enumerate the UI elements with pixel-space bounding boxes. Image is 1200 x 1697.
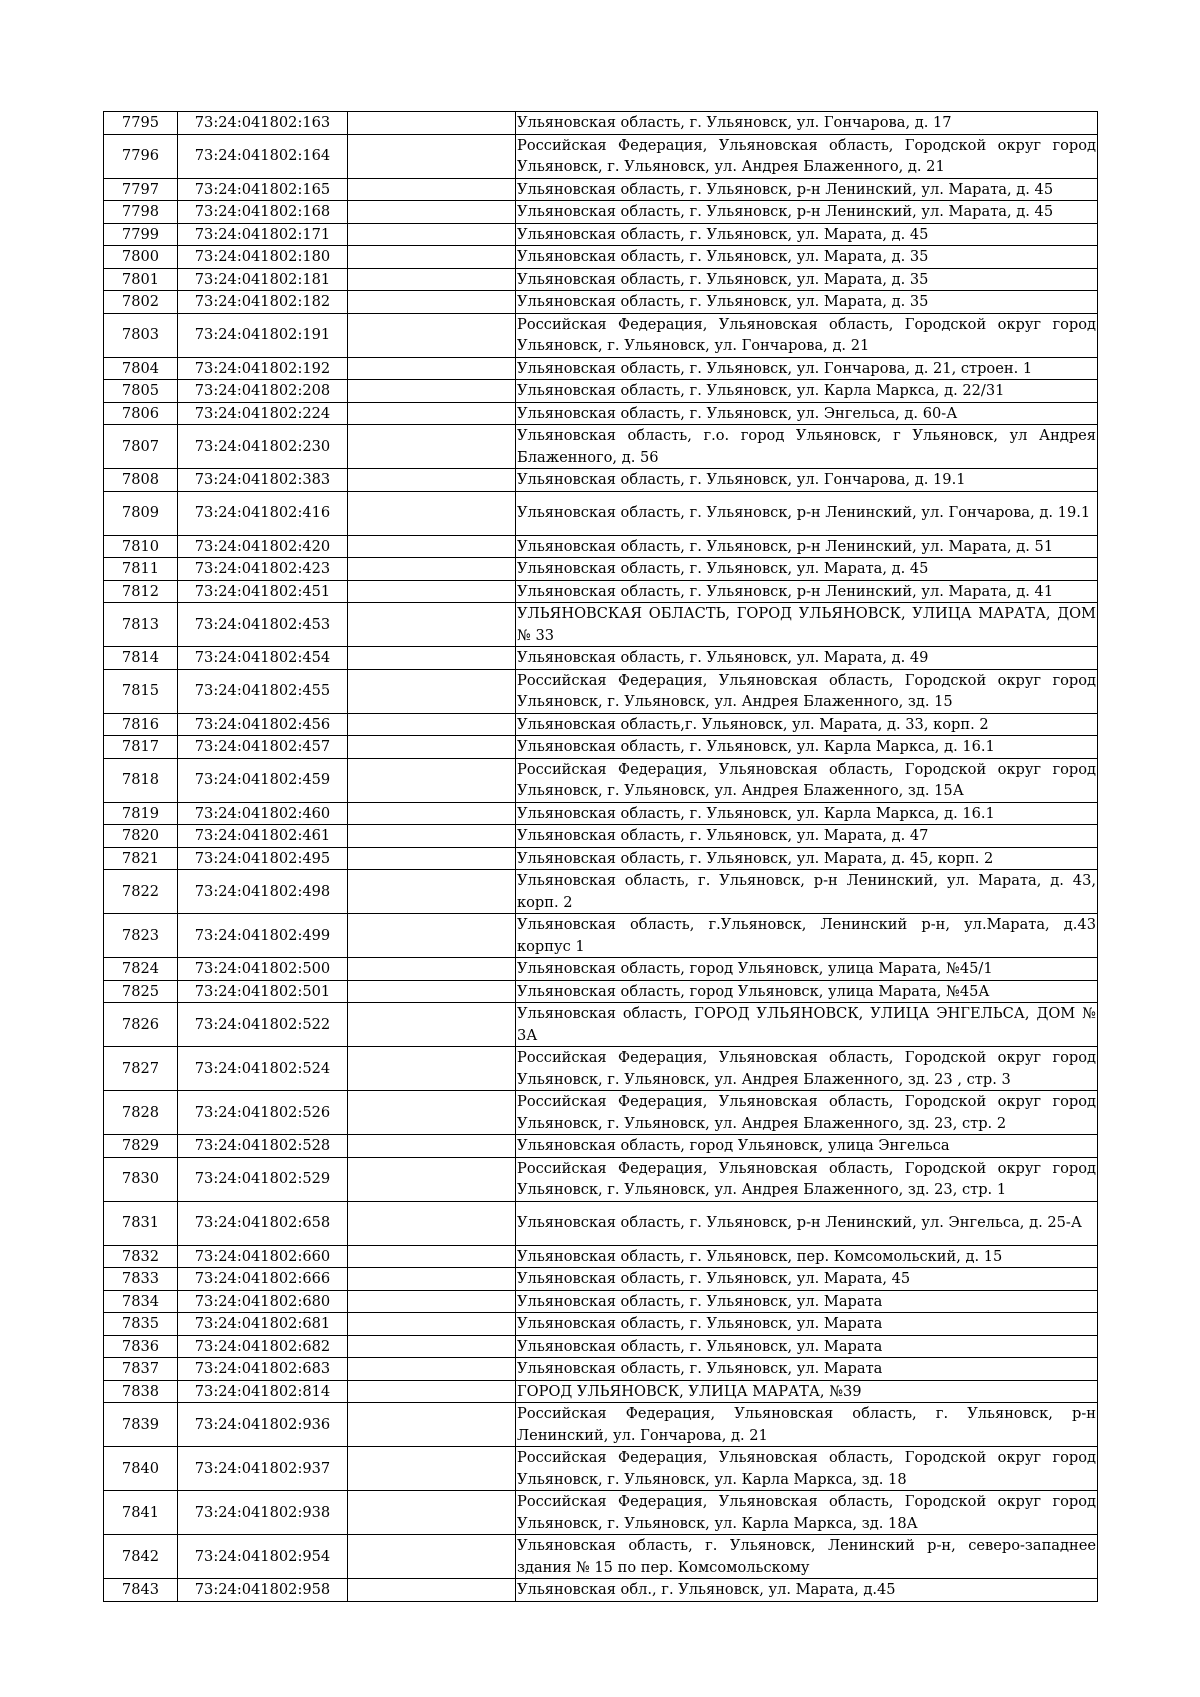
empty-cell [348,1380,516,1403]
address-cell: Ульяновская обл., г. Ульяновск, ул. Марата, д.45 [516,1579,1098,1602]
row-number-cell: 7801 [104,268,178,291]
table-row [104,870,1098,914]
empty-cell [348,1157,516,1201]
cadastral-number-cell: 73:24:041802:666 [178,1268,348,1291]
address-cell: Российская Федерация, Ульяновская область, Городской округ город Ульяновск, г. Ульяновск, ул. Андрея Блаженного, зд. 15 [516,669,1098,713]
empty-cell [348,291,516,314]
table-row [104,380,1098,403]
empty-cell [348,914,516,958]
table-row [104,558,1098,581]
cadastral-number-cell: 73:24:041802:459 [178,758,348,802]
empty-cell [348,1579,516,1602]
table-row [104,1358,1098,1381]
address-cell: Ульяновская область, г. Ульяновск, ул. Марата, д. 35 [516,268,1098,291]
address-cell: Ульяновская область, город Ульяновск, улица Марата, №45А [516,980,1098,1003]
table-row [104,1003,1098,1047]
address-cell: Ульяновская область, г. Ульяновск, ул. Марата, д. 47 [516,825,1098,848]
cadastral-number-cell: 73:24:041802:660 [178,1245,348,1268]
table-row [104,603,1098,647]
table-row [104,1313,1098,1336]
cadastral-number-cell: 73:24:041802:453 [178,603,348,647]
cadastral-number-cell: 73:24:041802:529 [178,1157,348,1201]
table-row [104,535,1098,558]
address-cell: Ульяновская область, г. Ульяновск, ул. Марата, д. 45 [516,223,1098,246]
cadastral-number-cell: 73:24:041802:454 [178,647,348,670]
empty-cell [348,1313,516,1336]
address-cell: Ульяновская область, г. Ульяновск, ул. Марата, д. 45 [516,558,1098,581]
address-cell: Российская Федерация, Ульяновская область, Городской округ город Ульяновск, г. Ульяновск, ул. Карла Маркса, зд. 18А [516,1491,1098,1535]
table-row [104,980,1098,1003]
empty-cell [348,1447,516,1491]
cadastral-number-cell: 73:24:041802:680 [178,1290,348,1313]
row-number-cell: 7827 [104,1047,178,1091]
cadastral-number-cell: 73:24:041802:423 [178,558,348,581]
address-cell: Ульяновская область, г. Ульяновск, р-н Ленинский, ул. Марата, д. 41 [516,580,1098,603]
row-number-cell: 7815 [104,669,178,713]
address-cell: Ульяновская область, г. Ульяновск, р-н Ленинский, ул. Гончарова, д. 19.1 [516,491,1098,535]
address-cell: Ульяновская область, г. Ульяновск, ул. Марата [516,1335,1098,1358]
empty-cell [348,246,516,269]
row-number-cell: 7818 [104,758,178,802]
empty-cell [348,134,516,178]
address-cell: Ульяновская область, г. Ульяновск, ул. Марата, 45 [516,1268,1098,1291]
cadastral-number-cell: 73:24:041802:192 [178,357,348,380]
empty-cell [348,425,516,469]
empty-cell [348,669,516,713]
table-row [104,847,1098,870]
address-cell: Ульяновская область, г. Ульяновск, ул. Марата, д. 35 [516,246,1098,269]
empty-cell [348,1358,516,1381]
table-row [104,1403,1098,1447]
table-row [104,112,1098,135]
table-row [104,268,1098,291]
cadastral-number-cell: 73:24:041802:180 [178,246,348,269]
row-number-cell: 7797 [104,178,178,201]
cadastral-number-cell: 73:24:041802:522 [178,1003,348,1047]
cadastral-number-cell: 73:24:041802:683 [178,1358,348,1381]
row-number-cell: 7843 [104,1579,178,1602]
table-row [104,491,1098,535]
table-row [104,1091,1098,1135]
cadastral-number-cell: 73:24:041802:230 [178,425,348,469]
row-number-cell: 7813 [104,603,178,647]
row-number-cell: 7817 [104,736,178,759]
cadastral-number-cell: 73:24:041802:524 [178,1047,348,1091]
cadastral-number-cell: 73:24:041802:165 [178,178,348,201]
cadastral-number-cell: 73:24:041802:682 [178,1335,348,1358]
table-row [104,713,1098,736]
address-cell: Российская Федерация, Ульяновская область, Городской округ город Ульяновск, г. Ульяновск, ул. Андрея Блаженного, зд. 15А [516,758,1098,802]
empty-cell [348,647,516,670]
empty-cell [348,736,516,759]
table-row [104,736,1098,759]
row-number-cell: 7840 [104,1447,178,1491]
empty-cell [348,958,516,981]
cadastral-number-cell: 73:24:041802:224 [178,402,348,425]
table-row [104,1380,1098,1403]
row-number-cell: 7834 [104,1290,178,1313]
empty-cell [348,112,516,135]
address-cell: Российская Федерация, Ульяновская область, Городской округ город Ульяновск, г. Ульяновск, ул. Андрея Блаженного, д. 21 [516,134,1098,178]
empty-cell [348,558,516,581]
cadastral-number-cell: 73:24:041802:416 [178,491,348,535]
table-row [104,1245,1098,1268]
row-number-cell: 7835 [104,1313,178,1336]
table-row [104,1268,1098,1291]
cadastral-number-cell: 73:24:041802:681 [178,1313,348,1336]
cadastral-number-cell: 73:24:041802:936 [178,1403,348,1447]
cadastral-number-cell: 73:24:041802:163 [178,112,348,135]
table-row [104,246,1098,269]
row-number-cell: 7839 [104,1403,178,1447]
table-row [104,313,1098,357]
address-cell: Ульяновская область, г. Ульяновск, р-н Ленинский, ул. Марата, д. 45 [516,178,1098,201]
cadastral-number-cell: 73:24:041802:499 [178,914,348,958]
table-row [104,1335,1098,1358]
address-cell: Ульяновская область, г. Ульяновск, ул. Марата [516,1313,1098,1336]
empty-cell [348,535,516,558]
table-row [104,469,1098,492]
row-number-cell: 7796 [104,134,178,178]
address-cell: Ульяновская область, г. Ульяновск, ул. Гончарова, д. 19.1 [516,469,1098,492]
table-row [104,134,1098,178]
empty-cell [348,870,516,914]
cadastral-number-cell: 73:24:041802:191 [178,313,348,357]
empty-cell [348,178,516,201]
address-cell: ГОРОД УЛЬЯНОВСК, УЛИЦА МАРАТА, №39 [516,1380,1098,1403]
cadastral-number-cell: 73:24:041802:383 [178,469,348,492]
empty-cell [348,1491,516,1535]
empty-cell [348,1047,516,1091]
empty-cell [348,1335,516,1358]
address-cell: Ульяновская область, г. Ульяновск, ул. Карла Маркса, д. 16.1 [516,802,1098,825]
row-number-cell: 7814 [104,647,178,670]
cadastral-number-cell: 73:24:041802:208 [178,380,348,403]
cadastral-registry-table [103,111,1098,1602]
address-cell: УЛЬЯНОВСКАЯ ОБЛАСТЬ, ГОРОД УЛЬЯНОВСК, УЛИЦА МАРАТА, ДОМ № 33 [516,603,1098,647]
table-row [104,1135,1098,1158]
empty-cell [348,825,516,848]
row-number-cell: 7822 [104,870,178,914]
table-row [104,802,1098,825]
empty-cell [348,713,516,736]
cadastral-number-cell: 73:24:041802:420 [178,535,348,558]
address-cell: Российская Федерация, Ульяновская область, Городской округ город Ульяновск, г. Ульяновск, ул. Гончарова, д. 21 [516,313,1098,357]
empty-cell [348,1290,516,1313]
row-number-cell: 7825 [104,980,178,1003]
empty-cell [348,1245,516,1268]
cadastral-number-cell: 73:24:041802:460 [178,802,348,825]
row-number-cell: 7802 [104,291,178,314]
table-row [104,1579,1098,1602]
table-row [104,1491,1098,1535]
cadastral-number-cell: 73:24:041802:457 [178,736,348,759]
table-row [104,223,1098,246]
address-cell: Ульяновская область,г. Ульяновск, ул. Марата, д. 33, корп. 2 [516,713,1098,736]
empty-cell [348,357,516,380]
table-row [104,178,1098,201]
address-cell: Ульяновская область, г. Ульяновск, ул. Энгельса, д. 60-А [516,402,1098,425]
address-cell: Ульяновская область, г. Ульяновск, ул. Карла Маркса, д. 16.1 [516,736,1098,759]
address-cell: Ульяновская область, г. Ульяновск, Ленинский р-н, северо-западнее здания № 15 по пер. Комсомольскому [516,1535,1098,1579]
table-row [104,1047,1098,1091]
empty-cell [348,580,516,603]
address-cell: Ульяновская область, г. Ульяновск, ул. Гончарова, д. 17 [516,112,1098,135]
cadastral-number-cell: 73:24:041802:451 [178,580,348,603]
address-cell: Российская Федерация, Ульяновская область, Городской округ город Ульяновск, г. Ульяновск, ул. Карла Маркса, зд. 18 [516,1447,1098,1491]
table-row [104,425,1098,469]
row-number-cell: 7820 [104,825,178,848]
table-row [104,1201,1098,1245]
empty-cell [348,313,516,357]
table-row [104,758,1098,802]
cadastral-number-cell: 73:24:041802:182 [178,291,348,314]
address-cell: Ульяновская область, город Ульяновск, улица Марата, №45/1 [516,958,1098,981]
address-cell: Ульяновская область, г. Ульяновск, ул. Марата, д. 35 [516,291,1098,314]
address-cell: Ульяновская область, г. Ульяновск, ул. Марата, д. 49 [516,647,1098,670]
cadastral-number-cell: 73:24:041802:461 [178,825,348,848]
table-row [104,201,1098,224]
empty-cell [348,847,516,870]
row-number-cell: 7821 [104,847,178,870]
address-cell: Ульяновская область, г. Ульяновск, ул. Гончарова, д. 21, строен. 1 [516,357,1098,380]
row-number-cell: 7812 [104,580,178,603]
registry-table-body [104,112,1098,1602]
address-cell: Ульяновская область, г. Ульяновск, ул. Карла Маркса, д. 22/31 [516,380,1098,403]
row-number-cell: 7803 [104,313,178,357]
row-number-cell: 7800 [104,246,178,269]
row-number-cell: 7836 [104,1335,178,1358]
empty-cell [348,603,516,647]
row-number-cell: 7842 [104,1535,178,1579]
empty-cell [348,201,516,224]
table-row [104,291,1098,314]
empty-cell [348,1091,516,1135]
empty-cell [348,1403,516,1447]
empty-cell [348,402,516,425]
row-number-cell: 7841 [104,1491,178,1535]
row-number-cell: 7806 [104,402,178,425]
cadastral-number-cell: 73:24:041802:498 [178,870,348,914]
table-row [104,825,1098,848]
cadastral-number-cell: 73:24:041802:168 [178,201,348,224]
address-cell: Российская Федерация, Ульяновская область, Городской округ город Ульяновск, г. Ульяновск, ул. Андрея Блаженного, зд. 23, стр. 2 [516,1091,1098,1135]
address-cell: Ульяновская область, г.о. город Ульяновск, г Ульяновск, ул Андрея Блаженного, д. 56 [516,425,1098,469]
address-cell: Ульяновская область, г.Ульяновск, Ленинский р-н, ул.Марата, д.43 корпус 1 [516,914,1098,958]
cadastral-number-cell: 73:24:041802:526 [178,1091,348,1135]
table-row [104,669,1098,713]
empty-cell [348,980,516,1003]
table-row [104,647,1098,670]
row-number-cell: 7808 [104,469,178,492]
empty-cell [348,491,516,535]
cadastral-number-cell: 73:24:041802:937 [178,1447,348,1491]
row-number-cell: 7819 [104,802,178,825]
cadastral-number-cell: 73:24:041802:495 [178,847,348,870]
table-row [104,1535,1098,1579]
address-cell: Российская Федерация, Ульяновская область, г. Ульяновск, р-н Ленинский, ул. Гончарова, д. 21 [516,1403,1098,1447]
empty-cell [348,268,516,291]
address-cell: Ульяновская область, г. Ульяновск, ул. Марата [516,1290,1098,1313]
row-number-cell: 7809 [104,491,178,535]
address-cell: Российская Федерация, Ульяновская область, Городской округ город Ульяновск, г. Ульяновск, ул. Андрея Блаженного, зд. 23 , стр. 3 [516,1047,1098,1091]
row-number-cell: 7832 [104,1245,178,1268]
row-number-cell: 7829 [104,1135,178,1158]
row-number-cell: 7833 [104,1268,178,1291]
cadastral-number-cell: 73:24:041802:501 [178,980,348,1003]
address-cell: Ульяновская область, г. Ульяновск, ул. Марата [516,1358,1098,1381]
row-number-cell: 7805 [104,380,178,403]
row-number-cell: 7830 [104,1157,178,1201]
table-row [104,1290,1098,1313]
empty-cell [348,380,516,403]
cadastral-number-cell: 73:24:041802:528 [178,1135,348,1158]
row-number-cell: 7837 [104,1358,178,1381]
cadastral-number-cell: 73:24:041802:164 [178,134,348,178]
row-number-cell: 7804 [104,357,178,380]
row-number-cell: 7798 [104,201,178,224]
address-cell: Ульяновская область, г. Ульяновск, р-н Ленинский, ул. Марата, д. 45 [516,201,1098,224]
address-cell: Ульяновская область, ГОРОД УЛЬЯНОВСК, УЛИЦА ЭНГЕЛЬСА, ДОМ № 3А [516,1003,1098,1047]
cadastral-number-cell: 73:24:041802:954 [178,1535,348,1579]
empty-cell [348,758,516,802]
address-cell: Ульяновская область, г. Ульяновск, р-н Ленинский, ул. Марата, д. 51 [516,535,1098,558]
table-row [104,958,1098,981]
row-number-cell: 7816 [104,713,178,736]
row-number-cell: 7810 [104,535,178,558]
row-number-cell: 7831 [104,1201,178,1245]
address-cell: Ульяновская область, г. Ульяновск, р-н Ленинский, ул. Марата, д. 43, корп. 2 [516,870,1098,914]
cadastral-number-cell: 73:24:041802:456 [178,713,348,736]
address-cell: Ульяновская область, г. Ульяновск, пер. Комсомольский, д. 15 [516,1245,1098,1268]
empty-cell [348,469,516,492]
row-number-cell: 7807 [104,425,178,469]
empty-cell [348,1003,516,1047]
empty-cell [348,1135,516,1158]
address-cell: Ульяновская область, г. Ульяновск, ул. Марата, д. 45, корп. 2 [516,847,1098,870]
cadastral-number-cell: 73:24:041802:500 [178,958,348,981]
address-cell: Российская Федерация, Ульяновская область, Городской округ город Ульяновск, г. Ульяновск, ул. Андрея Блаженного, зд. 23, стр. 1 [516,1157,1098,1201]
row-number-cell: 7795 [104,112,178,135]
table-row [104,914,1098,958]
cadastral-number-cell: 73:24:041802:171 [178,223,348,246]
row-number-cell: 7826 [104,1003,178,1047]
row-number-cell: 7811 [104,558,178,581]
cadastral-number-cell: 73:24:041802:958 [178,1579,348,1602]
empty-cell [348,1201,516,1245]
table-row [104,357,1098,380]
empty-cell [348,802,516,825]
cadastral-number-cell: 73:24:041802:814 [178,1380,348,1403]
address-cell: Ульяновская область, г. Ульяновск, р-н Ленинский, ул. Энгельса, д. 25-А [516,1201,1098,1245]
cadastral-number-cell: 73:24:041802:181 [178,268,348,291]
table-row [104,1157,1098,1201]
row-number-cell: 7838 [104,1380,178,1403]
row-number-cell: 7824 [104,958,178,981]
table-row [104,402,1098,425]
empty-cell [348,223,516,246]
row-number-cell: 7799 [104,223,178,246]
row-number-cell: 7823 [104,914,178,958]
empty-cell [348,1268,516,1291]
table-row [104,580,1098,603]
address-cell: Ульяновская область, город Ульяновск, улица Энгельса [516,1135,1098,1158]
row-number-cell: 7828 [104,1091,178,1135]
cadastral-number-cell: 73:24:041802:658 [178,1201,348,1245]
cadastral-number-cell: 73:24:041802:938 [178,1491,348,1535]
empty-cell [348,1535,516,1579]
table-row [104,1447,1098,1491]
cadastral-number-cell: 73:24:041802:455 [178,669,348,713]
